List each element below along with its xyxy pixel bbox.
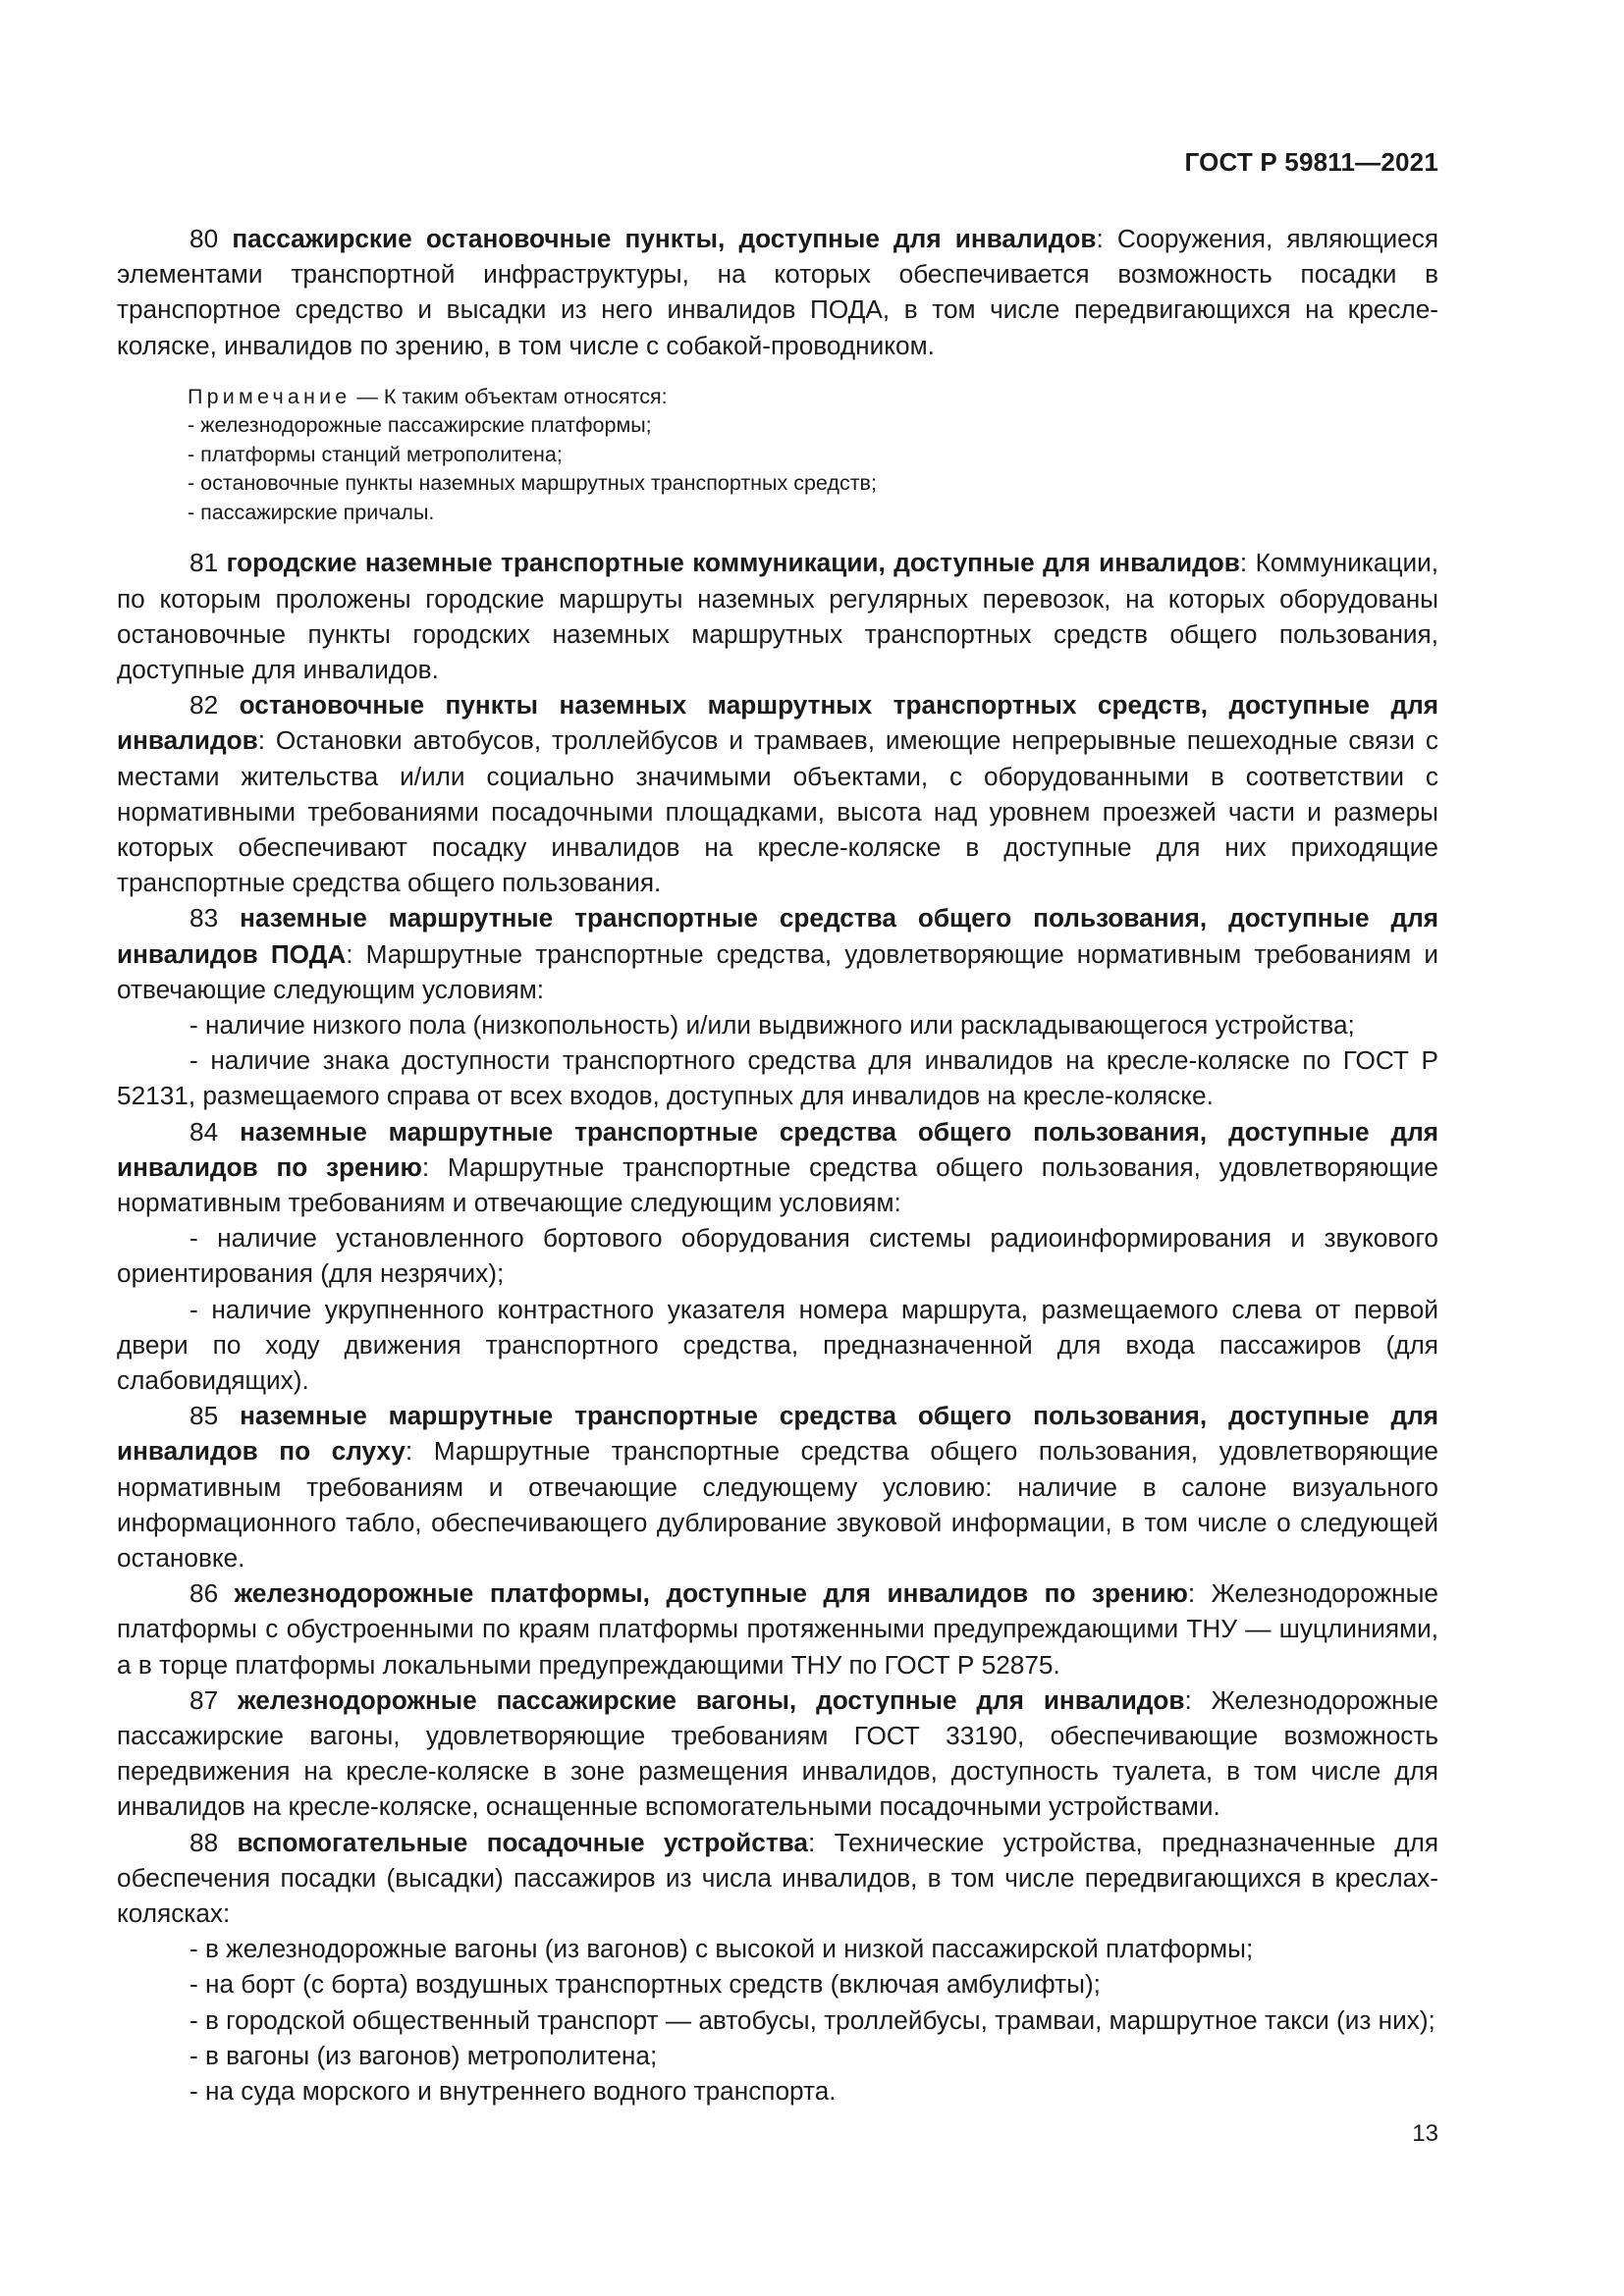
definition-87 [117, 1682, 1438, 1825]
list-item: - на борт (с борта) воздушных транспортных средств (включая амбулифты); [189, 1969, 1101, 2000]
definition-text: : Маршрутные транспортные средства, удовлетворяющие нормативным требованиям и отвечающие следующим условиям: [117, 938, 1438, 1004]
page-number: 13 [1412, 2120, 1438, 2147]
definition-86 [117, 1575, 1438, 1682]
term: пассажирские остановочные пункты, доступные для инвалидов [232, 224, 1097, 253]
list-item: - наличие знака доступности транспортного средства для инвалидов на кресле-коляске по ГОСТ Р 52131, размещаемого справа от всех входов, доступных для инвалидов на кресле-коляске. [117, 1045, 1438, 1111]
term: наземные маршрутные транспортные средства общего пользования, доступные для инвалидов ПОДА [117, 903, 1438, 969]
term: железнодорожные платформы, доступные для инвалидов по зрению [234, 1578, 1188, 1609]
document-body [117, 221, 1438, 2109]
section-number: 81 [189, 548, 219, 578]
list-item: - наличие низкого пола (низкопольность) и/или выдвижного или раскладывающегося устройства; [189, 1009, 1355, 1040]
section-number: 84 [189, 1116, 219, 1147]
section-number: 82 [189, 690, 219, 721]
term: городские наземные транспортные коммуникации, доступные для инвалидов [226, 548, 1240, 578]
section-number: 87 [189, 1684, 219, 1715]
definition-83 [117, 900, 1438, 1007]
definition-text: : Железнодорожные платформы с обустроенными по краям платформы протяженными предупреждающими ТНУ — шуцлиниями, а в торце платформы локальными предупреждающими ТНУ по ГОСТ Р 52875. [117, 1578, 1438, 1680]
list-item: - в железнодорожные вагоны (из вагонов) с высокой и низкой пассажирской платформы; [189, 1934, 1254, 1964]
list-item: - в городской общественный транспорт — автобусы, троллейбусы, трамваи, маршрутное такси (из них); [189, 2004, 1435, 2035]
list-item: - в вагоны (из вагонов) метрополитена; [189, 2040, 658, 2070]
section-number: 85 [189, 1401, 219, 1431]
section-number: 88 [189, 1827, 219, 1857]
note-item: - пассажирские причалы. [188, 500, 435, 524]
list-item: - наличие установленного бортового оборудования системы радиоинформирования и звукового ориентирования (для незрячих); [117, 1223, 1438, 1289]
definition-text: : Остановки автобусов, троллейбусов и трамваев, имеющие непрерывные пешеходные связи с местами жительства и/или социально значимыми объектами, с оборудованными в соответствии с нормативными требованиями посадочными площадками, высота над уровнем проезжей части и размеры которых обеспечивают посадку инвалидов на кресле-коляске в доступные для них приходящие транспортные средства общего пользования. [117, 725, 1438, 898]
note-item: - железнодорожные пассажирские платформы; [188, 413, 652, 438]
section-number: 80 [189, 224, 219, 253]
section-number: 83 [189, 903, 219, 934]
note-item: - остановочные пункты наземных маршрутных транспортных средств; [188, 471, 877, 496]
definition-84 [117, 1114, 1438, 1221]
definition-text: : Сооружения, являющиеся элементами транспортной инфраструктуры, на которых обеспечивается возможность посадки в транспортное средство и высадки из него инвалидов ПОДА, в том числе передвигающихся на кресле-коляске, инвалидов по зрению, в том числе с собакой-проводником. [117, 224, 1438, 360]
term: железнодорожные пассажирские вагоны, доступные для инвалидов [238, 1684, 1185, 1715]
list-item: - наличие укрупненного контрастного указателя номера маршрута, размещаемого слева от первой двери по ходу движения транспортного средства, предназначенной для входа пассажиров (для слабовидящих). [117, 1294, 1438, 1395]
note-block [188, 383, 1438, 528]
term: остановочные пункты наземных маршрутных транспортных средств, доступные для инвалидов [117, 690, 1438, 756]
definition-text: : Маршрутные транспортные средства общего пользования, удовлетворяющие нормативным требованиям и отвечающие следующему условию: наличие в салоне визуального информационного табло, обеспечивающего дублирование звуковой информации, в том числе о следующей остановке. [117, 1436, 1438, 1573]
term: вспомогательные посадочные устройства [237, 1827, 808, 1857]
definition-81 [117, 545, 1438, 687]
term: наземные маршрутные транспортные средства общего пользования, доступные для инвалидов по зрению [117, 1116, 1438, 1182]
note-item: - платформы станций метрополитена; [188, 442, 563, 466]
note-label: Примечание [188, 384, 352, 408]
list-item: - на суда морского и внутреннего водного транспорта. [189, 2076, 837, 2107]
definition-text: : Коммуникации, по которым проложены городские маршруты наземных регулярных перевозок, на которых оборудованы остановочные пункты городских наземных маршрутных транспортных средств общего пользования, доступные для инвалидов. [117, 548, 1439, 684]
definition-88 [117, 1825, 1438, 1932]
document-page [117, 0, 1438, 2296]
section-number: 86 [189, 1578, 219, 1609]
note-intro: — К таким объектам относятся: [351, 384, 668, 408]
definition-85 [117, 1398, 1438, 1575]
standard-header: ГОСТ Р 59811—2021 [1184, 147, 1438, 177]
term: наземные маршрутные транспортные средства общего пользования, доступные для инвалидов по слуху [117, 1401, 1438, 1467]
definition-text: : Технические устройства, предназначенные для обеспечения посадки (высадки) пассажиров из числа инвалидов, в том числе передвигающихся в креслах-колясках: [117, 1827, 1439, 1929]
definition-text: : Маршрутные транспортные средства общего пользования, удовлетворяющие нормативным требованиям и отвечающие следующим условиям: [117, 1151, 1438, 1217]
definition-80 [117, 221, 1438, 363]
definition-text: : Железнодорожные пассажирские вагоны, удовлетворяющие требованиям ГОСТ 33190, обеспечивающие возможность передвижения на кресле-коляске в зоне размещения инвалидов, доступность туалета, в том числе для инвалидов на кресле-коляске, оснащенные вспомогательными посадочными устройствами. [117, 1684, 1438, 1822]
definition-82 [117, 687, 1438, 900]
